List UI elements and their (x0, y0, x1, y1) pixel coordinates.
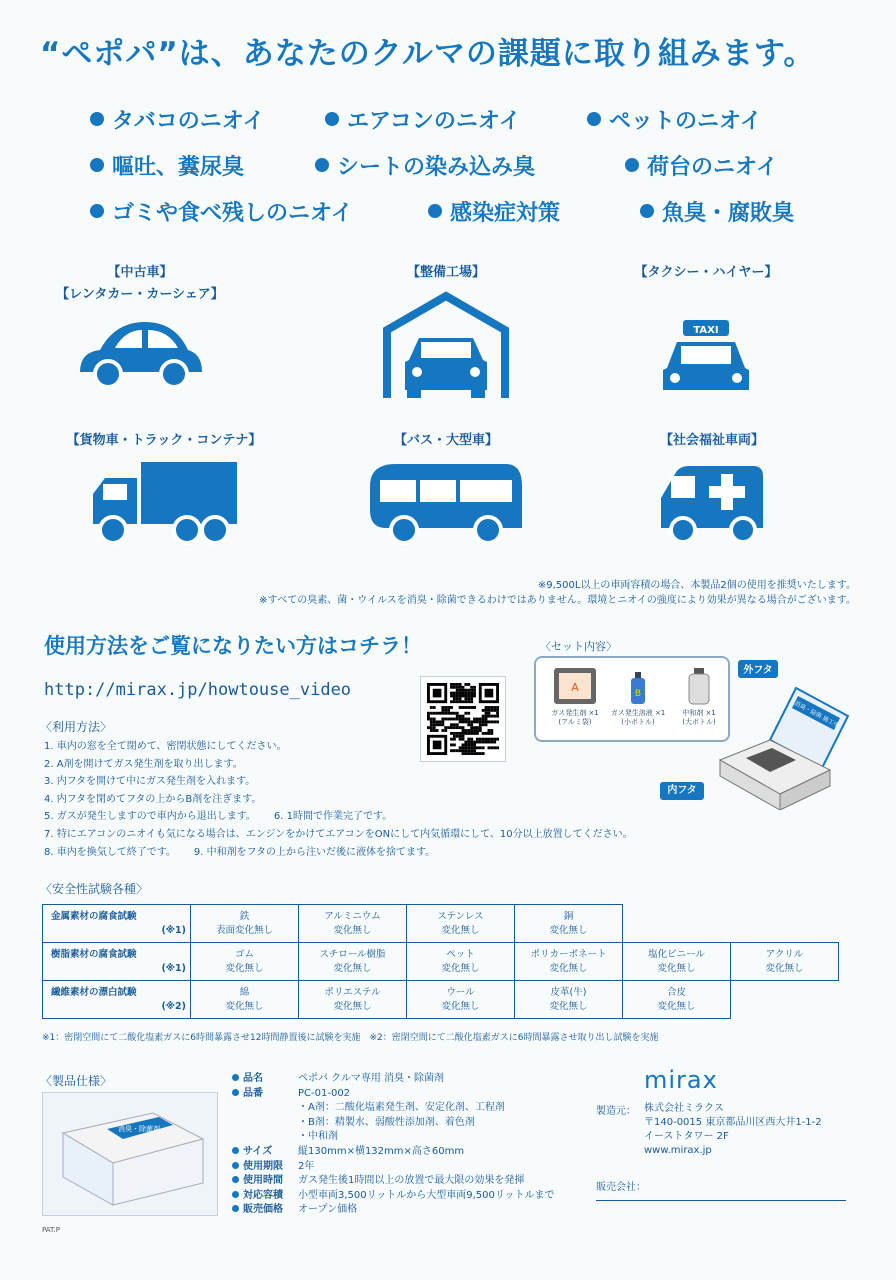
notes (259, 578, 856, 608)
usage-steps (44, 738, 633, 861)
table-row-header (43, 943, 191, 981)
vehicle-label: 【社会福祉車両】 (659, 433, 764, 448)
issue-label: ゴミや食べ残しのニオイ (112, 200, 353, 226)
set-item-a (544, 666, 606, 727)
table-cell-empty (731, 905, 839, 943)
spec-key (232, 1189, 298, 1204)
table-cell (407, 943, 515, 981)
issue-item (587, 104, 762, 135)
bullet-icon (232, 1147, 239, 1154)
spec-value: 2年 (298, 1160, 315, 1172)
vehicle-label: 【整備工場】 (406, 265, 485, 280)
set-item-letter: A (571, 681, 579, 694)
table-row (43, 943, 839, 981)
spec-key-text: サイズ (243, 1145, 273, 1157)
spec-key (232, 1203, 298, 1218)
issue-label: 嘔吐、糞尿臭 (112, 154, 245, 180)
material-name: 皮革(牛) (550, 986, 587, 998)
vehicle-label: 【タクシー・ハイヤー】 (634, 265, 778, 280)
table-row-header (43, 905, 191, 943)
issue-label: エアコンのニオイ (347, 108, 521, 134)
spec-key-text: 使用期限 (243, 1160, 283, 1172)
table-cell (623, 943, 731, 981)
note-line: ※すべての臭素、菌・ウイルスを消臭・除菌できるわけではありません。環境とニオイの強度により効果が異なる場合がございます。 (259, 595, 856, 606)
spec-key (232, 1116, 298, 1131)
row-head-mark: (※1) (161, 962, 186, 974)
set-item-letter: B (634, 689, 642, 699)
inner-lid-label: 内フタ (660, 782, 704, 800)
table-cell (515, 981, 623, 1019)
table-cell (191, 905, 299, 943)
set-title: 〈セット内容〉 (540, 640, 617, 653)
seller-label: 販売会社： (596, 1182, 646, 1193)
address-line: 〒140-0015 東京都品川区西大井1-1-2 (644, 1117, 822, 1128)
spec-row (232, 1130, 554, 1145)
table-row (43, 905, 839, 943)
garage-icon (381, 290, 511, 400)
divider (596, 1200, 846, 1201)
maker-url[interactable]: www.mirax.jp (644, 1145, 712, 1156)
note-line: ※9,500L以上の車両容積の場合、本製品2個の使用を推奨いたします。 (537, 580, 856, 591)
usage-step-text: 9. 中和剤をフタの上から注いだ後に液体を捨てます。 (193, 846, 436, 858)
material-name: ペット (446, 948, 475, 960)
safety-title: 〈安全性試験各種〉 (40, 882, 149, 896)
set-item-b (606, 666, 670, 727)
product-box-icon (43, 1093, 219, 1217)
usage-step: 4. 内フタを閉めてフタの上からB剤を注ぎます。 (44, 793, 262, 805)
vehicle-label: 【レンタカー・カーシェア】 (56, 287, 224, 302)
safety-note: ※1：密閉空間にて二酸化塩素ガスに6時間暴露させ12時間静置後に試験を実施 ※2：密閉空間にて二酸化塩素ガスに6時間暴露させ取り出し試験を実施 (42, 1033, 659, 1043)
test-result: 変化無し (549, 924, 588, 936)
spec-row (232, 1160, 554, 1175)
table-cell-empty (623, 905, 731, 943)
row-head-mark: (※1) (161, 924, 186, 936)
vehicle-taxi (606, 262, 806, 400)
test-result: 変化無し (657, 962, 696, 974)
table-cell (299, 943, 407, 981)
spec-value: PC-01-002 (298, 1087, 351, 1099)
table-cell (407, 905, 515, 943)
spec-value: オープン価格 (298, 1204, 358, 1216)
bullet-icon (325, 112, 339, 126)
issue-item (315, 150, 625, 181)
spec-value: ・A剤：二酸化塩素発生剤、安定化剤、工程剤 (298, 1102, 505, 1114)
set-item-name: 中和剤 ×1 (682, 709, 716, 717)
test-result: 変化無し (441, 1000, 480, 1012)
bullet-icon (232, 1191, 239, 1198)
usage-step: 1. 車内の窓を全て閉めて、密閉状態にしてください。 (44, 741, 287, 752)
spec-row (232, 1116, 554, 1131)
issue-label: 荷台のニオイ (647, 154, 778, 180)
issue-row (90, 96, 830, 142)
bullet-icon (640, 204, 654, 218)
table-cell (623, 981, 731, 1019)
vehicle-label: 【貨物車・トラック・コンテナ】 (66, 433, 262, 448)
material-name: ステンレス (437, 910, 484, 922)
usage-step: 7. 特にエアコンのニオイも気になる場合は、エンジンをかけてエアコンをONにして内気循環にして、10分以上放置してください。 (44, 828, 633, 840)
bus-icon (366, 458, 526, 548)
usage-step-text: 5. ガスが発生しますので車内から退出します。 (44, 811, 256, 823)
test-result: 変化無し (549, 962, 588, 974)
howto-link[interactable]: http://mirax.jp/howtouse_video (44, 680, 352, 700)
ambulance-icon (657, 458, 767, 548)
table-cell (191, 943, 299, 981)
address-line: イーストタワー 2F (644, 1131, 729, 1142)
vehicle-bus (356, 430, 536, 548)
spec-value: 小型車両3,500リットルから大型車両9,500リットルまで (298, 1189, 555, 1201)
bullet-icon (232, 1176, 239, 1183)
howto-title: 使用方法をご覧になりたい方はコチラ！ (44, 634, 422, 658)
bullet-icon (232, 1205, 239, 1212)
foil-pouch-icon (552, 666, 598, 706)
set-item-sub: (小ボトル) (621, 718, 655, 726)
issue-list (90, 96, 830, 234)
vehicle-garage (346, 262, 546, 400)
table-cell (191, 981, 299, 1019)
test-result: 変化無し (441, 924, 480, 936)
spec-value: ペポパ クルマ専用 消臭・除菌剤 (298, 1073, 445, 1084)
test-result: 変化無し (333, 962, 372, 974)
taxi-icon (661, 290, 751, 400)
bullet-icon (232, 1162, 239, 1169)
spec-value: 縦130mm×横132mm×高さ60mm (298, 1145, 465, 1157)
test-result: 変化無し (549, 1000, 588, 1012)
bullet-icon (232, 1089, 239, 1096)
material-name: 合皮 (666, 986, 686, 998)
vehicle-truck (44, 430, 284, 548)
set-item-name: ガス発生剤 ×1 (551, 709, 599, 717)
bullet-icon (315, 158, 329, 172)
bullet-icon (428, 204, 442, 218)
material-name: アクリル (765, 948, 804, 960)
truck-icon (89, 458, 239, 548)
issue-item (90, 104, 325, 135)
test-result: 変化無し (333, 924, 372, 936)
material-name: アルミニウム (324, 910, 381, 922)
table-cell (515, 943, 623, 981)
table-cell (299, 981, 407, 1019)
company-name: 株式会社ミラクス (644, 1103, 724, 1114)
vehicle-used-car (40, 262, 240, 392)
row-head-text: 金属素材の腐食試験 (51, 910, 137, 922)
spec-key-text: 販売価格 (243, 1204, 283, 1216)
spec-row (232, 1087, 554, 1102)
test-result: 変化無し (441, 962, 480, 974)
spec-key (232, 1087, 298, 1102)
spec-key (232, 1072, 298, 1087)
set-item-name: ガス発生溶液 ×1 (610, 709, 666, 717)
bullet-icon (90, 204, 104, 218)
row-head-mark: (※2) (161, 1000, 186, 1012)
spec-key (232, 1130, 298, 1145)
issue-item (640, 196, 794, 227)
car-icon (70, 312, 210, 392)
material-name: スチロール樹脂 (319, 948, 386, 960)
issue-label: 魚臭・腐敗臭 (662, 200, 795, 226)
spec-key-text: 対応容積 (243, 1189, 283, 1201)
spec-title: 〈製品仕様〉 (40, 1074, 113, 1088)
spec-key (232, 1160, 298, 1175)
package-label: 消臭・除菌 施工中 (793, 699, 841, 730)
table-row (43, 981, 839, 1019)
spec-key-text: 使用時間 (243, 1175, 283, 1187)
spec-key-text: 品番 (243, 1087, 263, 1099)
issue-label: シートの染み込み臭 (337, 154, 536, 180)
spec-key (232, 1174, 298, 1189)
bullet-icon (90, 112, 104, 126)
usage-step: 2. A剤を開けてガス発生剤を取り出します。 (44, 758, 243, 770)
spec-key (232, 1145, 298, 1160)
usage-step (44, 808, 633, 826)
package-box-icon (700, 660, 860, 810)
row-head-text: 樹脂素材の腐食試験 (51, 948, 137, 960)
table-cell-empty (731, 981, 839, 1019)
test-result: 変化無し (225, 962, 264, 974)
maker-details (644, 1102, 822, 1158)
test-result: 変化無し (333, 1000, 372, 1012)
issue-item (325, 104, 587, 135)
spec-row (232, 1072, 554, 1087)
material-name: 銅 (563, 910, 574, 922)
material-name: 綿 (239, 986, 250, 998)
spec-row (232, 1189, 554, 1204)
product-box-label: 消臭・除菌剤 (118, 1125, 160, 1133)
spec-row (232, 1145, 554, 1160)
small-bottle-icon (628, 666, 648, 706)
row-head-text: 繊維素材の漂白試験 (51, 986, 137, 998)
vehicle-label: 【中古車】 (107, 265, 173, 280)
issue-row (90, 142, 830, 188)
table-row-header (43, 981, 191, 1019)
spec-list (232, 1072, 554, 1218)
test-result: 変化無し (225, 1000, 264, 1012)
material-name: ゴム (234, 948, 254, 960)
spec-row (232, 1101, 554, 1116)
spec-key-text: 品名 (243, 1073, 263, 1084)
usage-step (44, 844, 633, 862)
brand-logo: mirax (644, 1066, 718, 1094)
table-cell (299, 905, 407, 943)
material-name: 鉄 (239, 910, 250, 922)
issue-item (625, 150, 778, 181)
material-name: 塩化ビニール (648, 948, 705, 960)
product-image (42, 1092, 218, 1216)
bullet-icon (625, 158, 639, 172)
vehicle-label: 【バス・大型車】 (393, 433, 498, 448)
table-cell (731, 943, 839, 981)
bullet-icon (90, 158, 104, 172)
test-result: 変化無し (657, 1000, 696, 1012)
usage-title: 〈利用方法〉 (40, 720, 113, 734)
usage-step-text: 8. 車内を換気して終了です。 (44, 846, 176, 858)
test-result: 表面変化無し (215, 924, 273, 936)
issue-label: 感染症対策 (450, 200, 561, 226)
usage-step: 3. 内フタを開けて中にガス発生剤を入れます。 (44, 776, 256, 788)
spec-value: ・B剤：精製水、弱酸性添加剤、着色剤 (298, 1116, 475, 1128)
issue-label: タバコのニオイ (112, 108, 265, 134)
test-result: 変化無し (765, 962, 804, 974)
taxi-sign: TAXI (693, 325, 719, 336)
headline: “ペポパ”は、あなたのクルマの課題に取り組みます。 (40, 36, 816, 72)
table-cell (515, 905, 623, 943)
issue-item (90, 196, 428, 227)
spec-row (232, 1203, 554, 1218)
spec-key (232, 1101, 298, 1116)
usage-step-text: 6. 1時間で作業完了です。 (273, 811, 393, 823)
safety-table (42, 904, 839, 1019)
material-name: ポリエステル (324, 986, 381, 998)
spec-value: ガス発生後1時間以上の放置で最大限の効果を発揮 (298, 1175, 525, 1187)
issue-item (90, 150, 315, 181)
outer-lid-label: 外フタ (743, 665, 773, 676)
spec-value: ・中和剤 (298, 1131, 338, 1143)
vehicle-welfare (622, 430, 802, 548)
bullet-icon (587, 112, 601, 126)
issue-row (90, 188, 830, 234)
patent-mark: PAT.P (42, 1226, 60, 1234)
set-item-sub: (大ボトル) (682, 718, 716, 726)
maker-label: 製造元： (596, 1106, 636, 1117)
table-cell (407, 981, 515, 1019)
material-name: ウール (446, 986, 475, 998)
set-item-sub: (アルミ袋) (558, 718, 592, 726)
issue-label: ペットのニオイ (609, 108, 762, 134)
material-name: ポリカーボネート (530, 948, 607, 960)
spec-row (232, 1174, 554, 1189)
bullet-icon (232, 1074, 239, 1081)
issue-item (428, 196, 640, 227)
